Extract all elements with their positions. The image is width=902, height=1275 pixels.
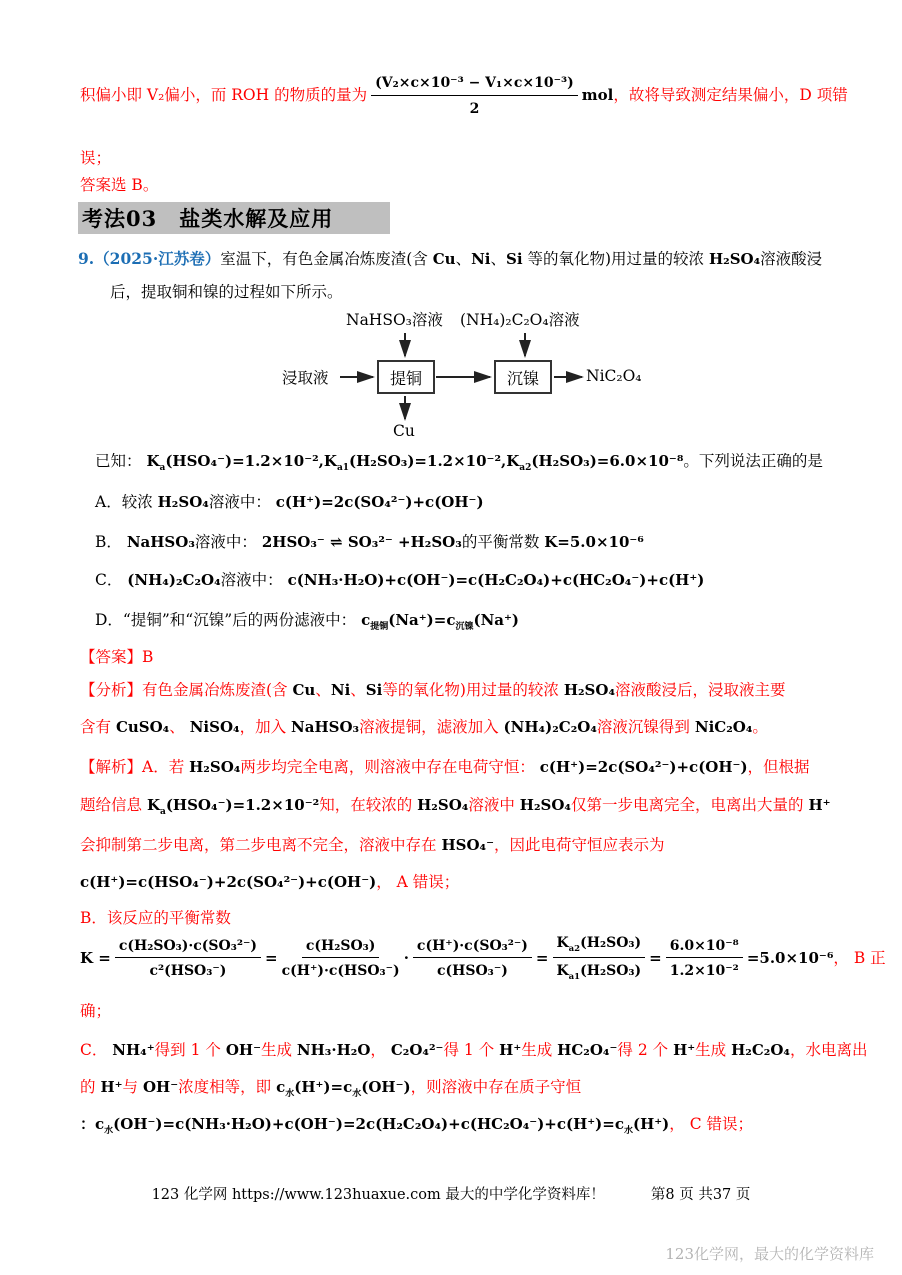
para-roh-post: mol，故将导致测定结果偏小，D 项错 xyxy=(581,85,848,104)
roh-fraction-denominator: 2 xyxy=(469,100,480,117)
explanation-a-line-1: 【解析】A．若 H₂SO₄两步均完全电离，则溶液中存在电荷守恒： c(H⁺)=2c(SO₄²⁻)+c(OH⁻)，但根据 xyxy=(80,758,810,776)
option-b: B． NaHSO₃溶液中： 2HSO₃⁻ ⇌ SO₃²⁻ +H₂SO₃的平衡常数 K=5.0×10⁻⁶ xyxy=(95,533,644,551)
diagram-reagent-1: NaHSO₃溶液 xyxy=(346,311,443,329)
roh-fraction-numerator: (V₂×c×10⁻³ − V₁×c×10⁻³) xyxy=(371,72,578,96)
para-roh-wrap: 误； xyxy=(80,149,112,167)
diagram-output-label: NiC₂O₄ xyxy=(586,367,642,385)
option-a: A．较浓 H₂SO₄溶液中： c(H⁺)=2c(SO₄²⁻)+c(OH⁻) xyxy=(95,493,484,511)
explanation-b-intro: B．该反应的平衡常数 xyxy=(80,909,231,927)
page-footer xyxy=(0,1183,902,1204)
keq-result: =5.0×10⁻⁶， B 正 xyxy=(746,948,886,967)
answer-label-line: 【答案】B xyxy=(80,648,154,666)
option-d: D．“提铜”和“沉镍”后的两份滤液中： $c_{提铜}(Na^+)=c_{沉镍}(Na^+)$ xyxy=(95,611,520,632)
para-roh-pre: 积偏小即 V₂偏小，而 ROH 的物质的量为 xyxy=(80,85,368,104)
section-heading: 考法03 盐类水解及应用 xyxy=(78,202,390,234)
analysis-line-2: 含有 CuSO₄、 NiSO₄，加入 NaHSO₃溶液提铜，滤液加入 (NH₄)₂C₂O₄溶液沉镍得到 NiC₂O₄。 xyxy=(80,718,768,736)
explanation-b-wrap: 确； xyxy=(80,1002,112,1020)
diagram-bottom-label: Cu xyxy=(393,422,415,440)
keq-fraction-1: $\frac{\text{c(H₂SO₃)·c(SO₃²⁻)}}{\text{c²(HSO₃⁻)}}$ xyxy=(115,935,261,982)
known-constants-line: 已知： $K_a(HSO_4^-)=1.2\times 10^{-2},K_{a1}(H_2SO_3)=1.2\times 10^{-2},K_{a2}(H_2SO_3)=6.0\times 10^{-8}$。下列说法正确的是 xyxy=(95,452,823,473)
keq-equals-2: = xyxy=(535,948,549,967)
diagram-step-copper: 提铜 xyxy=(377,360,435,394)
watermark-text: 123化学网，最大的化学资料库 xyxy=(665,1245,874,1263)
keq-fraction-3: $\frac{\text{c(H⁺)·c(SO₃²⁻)}}{\text{c(HSO₃⁻)}}$ xyxy=(413,935,532,982)
question-line-1: 9.（2025·江苏卷）室温下，有色金属冶炼废渣(含 Cu、Ni、Si 等的氧化物)用过量的较浓 H₂SO₄溶液酸浸 xyxy=(78,249,823,268)
para-roh-amount xyxy=(80,72,848,119)
explanation-c-line-3: ：$c_水(OH^-)=c(NH_3\cdot H_2O)+c(OH^-)=2c(H_2C_2O_4)+c(HC_2O_4^-)+c(H^+)=c_水(H^+)$， C 错误； xyxy=(80,1115,754,1136)
keq-dot: · xyxy=(403,948,409,967)
roh-fraction xyxy=(371,72,578,119)
answer-choice-line: 答案选 B。 xyxy=(80,176,159,194)
explanation-a-line-3: 会抑制第二步电离，第二步电离不完全，溶液中存在 HSO₄⁻，因此电荷守恒应表示为 xyxy=(80,836,665,854)
keq-fraction-4: $\frac{K_{a2}(H_2SO_3)}{K_{a1}(H_2SO_3)}$ xyxy=(553,932,646,984)
footer-page-number: 第8 页 共37 页 xyxy=(650,1187,751,1203)
process-flow-diagram xyxy=(270,306,690,448)
explanation-a-line-4: c(H⁺)=c(HSO₄⁻)+2c(SO₄²⁻)+c(OH⁻)， A 错误； xyxy=(80,873,460,891)
analysis-line-1: 【分析】有色金属冶炼废渣(含 Cu、Ni、Si等的氧化物)用过量的较浓 H₂SO₄溶液酸浸后，浸取液主要 xyxy=(80,681,786,699)
keq-fraction-2: $\frac{\text{c(H₂SO₃)}}{\text{c(H⁺)·c(HSO₃⁻)}}$ xyxy=(282,935,400,982)
diagram-step-nickel: 沉镍 xyxy=(494,360,552,394)
keq-equals-1: = xyxy=(265,948,278,967)
option-c: C． (NH₄)₂C₂O₄溶液中： c(NH₃·H₂O)+c(OH⁻)=c(H₂C₂O₄)+c(HC₂O₄⁻)+c(H⁺) xyxy=(95,571,705,589)
keq-lhs: K = xyxy=(80,948,111,967)
explanation-a-line-2: 题给信息 $K_a(HSO_4^-)=1.2\times 10^{-2}$知，在较浓的 H₂SO₄溶液中 H₂SO₄仅第一步电离完全，电离出大量的 H⁺ xyxy=(80,796,831,817)
explanation-c-line-1: C． NH₄⁺得到 1 个 OH⁻生成 NH₃·H₂O， C₂O₄²⁻得 1 个 H⁺生成 HC₂O₄⁻得 2 个 H⁺生成 H₂C₂O₄，水电离出 xyxy=(80,1041,868,1059)
diagram-reagent-2: (NH₄)₂C₂O₄溶液 xyxy=(460,311,580,329)
equilibrium-constant-equation xyxy=(80,932,886,984)
keq-equals-3: = xyxy=(649,948,662,967)
keq-fraction-5: $\frac{\text{6.0×10⁻⁸}}{\text{1.2×10⁻²}}$ xyxy=(666,935,743,982)
diagram-input-label: 浸取液 xyxy=(282,369,329,387)
explanation-c-line-2: 的 H⁺与 OH⁻浓度相等，即 $c_水(H^+)=c_水(OH^-)$，则溶液中存在质子守恒 xyxy=(80,1078,582,1099)
question-line-2: 后，提取铜和镍的过程如下所示。 xyxy=(110,283,343,301)
footer-site-info: 123 化学网 https://www.123huaxue.com 最大的中学化学资料库！ xyxy=(151,1187,605,1203)
